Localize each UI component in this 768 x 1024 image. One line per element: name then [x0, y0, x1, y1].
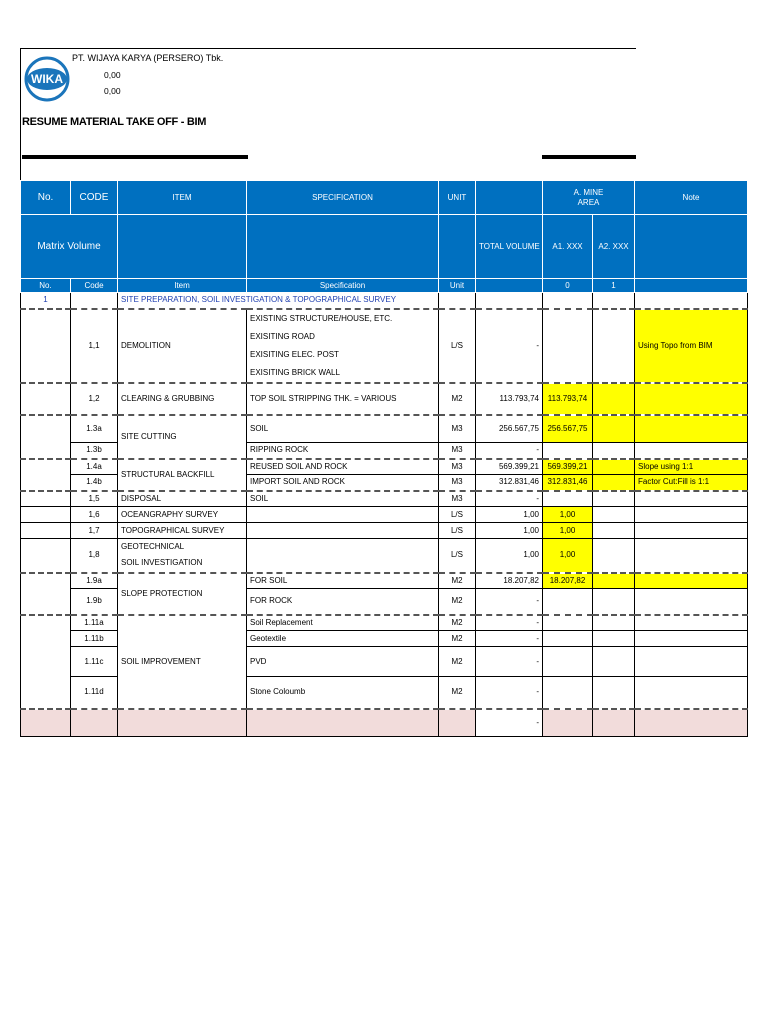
- table-row: 1.3b RIPPING ROCK M3 -: [21, 443, 748, 459]
- title-rule-right: [542, 155, 636, 159]
- col-code-header: CODE: [71, 181, 118, 215]
- company-name: PT. WIJAYA KARYA (PERSERO) Tbk.: [72, 53, 224, 63]
- sub-item: Item: [118, 279, 247, 293]
- col-unit-header: UNIT: [439, 181, 476, 215]
- sub-a2: 1: [593, 279, 635, 293]
- header-row-matrix: [21, 215, 748, 279]
- sub-unit: Unit: [439, 279, 476, 293]
- a2-header: A2. XXX: [593, 215, 635, 279]
- logo-text: WIKA: [31, 72, 63, 86]
- sub-no: No.: [21, 279, 71, 293]
- col-note-header: Note: [635, 181, 748, 215]
- table-row: 1.11a SOIL IMPROVEMENT Soil Replacement M2 -: [21, 615, 748, 631]
- header-value-2: 0,00: [104, 86, 121, 96]
- table-row: 1,8 GEOTECHNICAL SOIL INVESTIGATION L/S 1,00 1,00: [21, 539, 748, 573]
- section-title: SITE PREPARATION, SOIL INVESTIGATION & TOPOGRAPHICAL SURVEY: [118, 293, 439, 309]
- table-row: 1,7 TOPOGRAPHICAL SURVEY L/S 1,00 1,00: [21, 523, 748, 539]
- table-row: 1.4a STRUCTURAL BACKFILL REUSED SOIL AND ROCK M3 569.399,21 569.399,21 Slope using 1:1: [21, 459, 748, 475]
- table-row: 1.9a SLOPE PROTECTION FOR SOIL M2 18.207,82 18.207,82: [21, 573, 748, 589]
- header-value-1: 0,00: [104, 70, 121, 80]
- table-row: 1,6 OCEANGRAPHY SURVEY L/S 1,00 1,00: [21, 507, 748, 523]
- sub-code: Code: [71, 279, 118, 293]
- table-row: 1,2 CLEARING & GRUBBING TOP SOIL STRIPPING THK. = VARIOUS M2 113.793,74 113.793,74: [21, 383, 748, 415]
- total-row: -: [21, 709, 748, 737]
- title-rule-left: [22, 155, 248, 159]
- table-row: 1.11c PVD M2 -: [21, 647, 748, 677]
- matrix-volume-header: Matrix Volume: [21, 215, 118, 279]
- col-spec-header: SPECIFICATION: [247, 181, 439, 215]
- col-item-header: ITEM: [118, 181, 247, 215]
- table-row: 1.3a SITE CUTTING SOIL M3 256.567,75 256.567,75: [21, 415, 748, 443]
- table-row: 1,1 DEMOLITION EXISTING STRUCTURE/HOUSE, ETC. EXISITING ROAD EXISITING ELEC. POST EXISITING BRICK WALL L/S - Using Topo from BIM: [21, 309, 748, 383]
- sub-spec: Specification: [247, 279, 439, 293]
- page-title: RESUME MATERIAL TAKE OFF - BIM: [22, 116, 207, 128]
- header-row-main: [21, 181, 748, 215]
- section-no: 1: [21, 293, 71, 309]
- table-row: 1.9b FOR ROCK M2 -: [21, 589, 748, 615]
- sub-a1: 0: [543, 279, 593, 293]
- col-no-header: No.: [21, 181, 71, 215]
- table-row: 1.11b Geotextile M2 -: [21, 631, 748, 647]
- table-row: 1,5 DISPOSAL SOIL M3 -: [21, 491, 748, 507]
- header-frame: [20, 48, 636, 180]
- table-row: [21, 293, 748, 309]
- header-row-sub: [21, 279, 748, 293]
- a1-header: A1. XXX: [543, 215, 593, 279]
- material-takeoff-table: [20, 180, 748, 737]
- total-volume-header: TOTAL VOLUME: [476, 215, 543, 279]
- table-row: 1.4b IMPORT SOIL AND ROCK M3 312.831,46 312.831,46 Factor Cut:Fill is 1:1: [21, 475, 748, 491]
- mine-area-header: A. MINE AREA: [543, 181, 635, 215]
- company-logo: [24, 56, 70, 102]
- table-row: 1.11d Stone Coloumb M2 -: [21, 677, 748, 709]
